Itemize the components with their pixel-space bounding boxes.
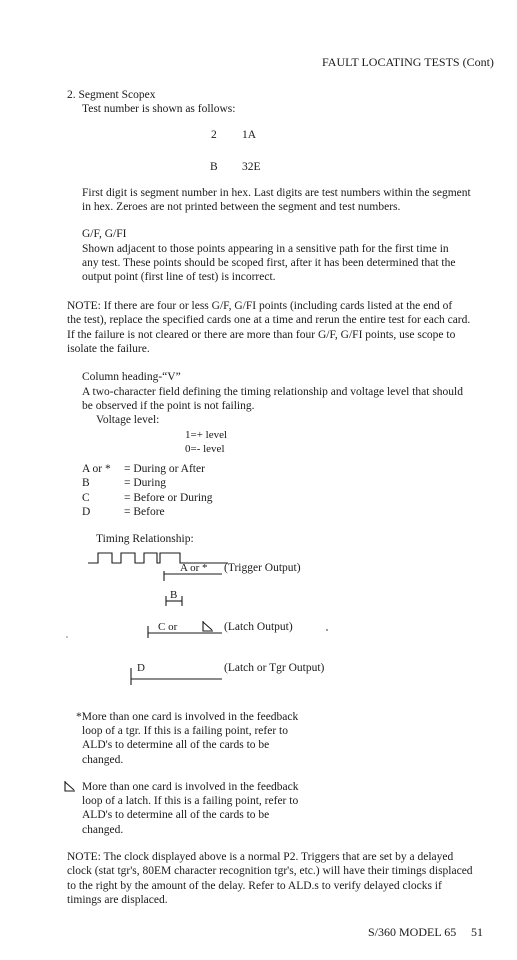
example-segment-1: 2 — [211, 129, 217, 141]
note1-line: isolate the failure. — [67, 343, 150, 355]
gf-line: output point (first line of test) is incorrect. — [82, 271, 276, 283]
footnote-star-line: *More than one card is involved in the feedback — [76, 711, 299, 723]
voltage-level: 1=+ level — [185, 429, 228, 441]
timing-title: Timing Relationship: — [96, 533, 194, 545]
code-d: D — [82, 506, 91, 518]
footnote-latch-line: changed. — [82, 824, 124, 836]
code-a: A or * — [82, 463, 111, 475]
note1-line: If the failure is not cleared or there are more than four G/F, G/FI points, use scope to — [67, 329, 456, 341]
code-d-meaning: = Before — [124, 506, 165, 518]
column-title: Column heading-“V” — [82, 371, 181, 383]
page-header: FAULT LOCATING TESTS (Cont) — [322, 55, 494, 69]
code-c: C — [82, 492, 90, 504]
footnote-star-line: ALD's to determine all of the cards to be — [82, 739, 270, 751]
timing-c-code: C or — [158, 621, 178, 633]
footnote-latch-line: ALD's to determine all of the cards to be — [82, 809, 270, 821]
section-intro: Test number is shown as follows: — [82, 103, 236, 115]
column-line: A two-character field defining the timing relationship and voltage level that should — [82, 386, 463, 398]
example-test-1: 1A — [242, 129, 257, 141]
footnote-latch-line: loop of a latch. If this is a failing point, refer to — [82, 795, 299, 807]
gf-line: Shown adjacent to those points appearing in a sensitive path for the first time in — [82, 243, 449, 255]
timing-a-text: (Trigger Output) — [224, 562, 301, 574]
note2-line: clock (stat tgr's, 80EM character recognition tgr's, etc.) will have their timings displaced — [67, 865, 473, 877]
footnote-latch-line: More than one card is involved in the feedback — [82, 781, 299, 793]
description-line: in hex. Zeroes are not printed between the segment and test numbers. — [82, 201, 401, 213]
note2-line: NOTE: The clock displayed above is a normal P2. Triggers that are set by a delayed — [67, 851, 454, 863]
note1-line: the test), replace the specified cards one at a time and rerun the entire test for each card. — [67, 314, 471, 326]
timing-c-text: (Latch Output) — [224, 621, 293, 633]
section-heading: 2. Segment Scopex — [67, 89, 156, 101]
code-b-meaning: = During — [124, 477, 166, 489]
footnote-star-line: changed. — [82, 754, 124, 766]
note1-line: NOTE: If there are four or less G/F, G/FI points (including cards listed at the end of — [67, 300, 453, 312]
gf-title: G/F, G/FI — [82, 228, 127, 240]
timing-d-code: D — [137, 662, 145, 674]
voltage-level: 0=- level — [185, 443, 225, 455]
example-test-2: 32E — [242, 161, 261, 173]
gf-line: any test. These points should be scoped first, after it has been determined that the — [82, 257, 456, 269]
footer-model: S/360 MODEL 65 — [368, 925, 457, 939]
note2-line: timings are displaced. — [67, 894, 168, 906]
note2-line: to the right by the amount of the delay. Refer to ALD.s to verify delayed clocks if — [67, 880, 442, 892]
footnote-star-line: loop of a tgr. If this is a failing point, refer to — [82, 725, 288, 737]
code-a-meaning: = During or After — [124, 463, 205, 475]
description-line: First digit is segment number in hex. Last digits are test numbers within the segment — [82, 187, 471, 199]
page-number: 51 — [471, 925, 483, 939]
example-segment-2: B — [210, 161, 218, 173]
code-c-meaning: = Before or During — [124, 492, 213, 504]
timing-a-code: A or * — [180, 562, 208, 574]
timing-b-code: B — [170, 589, 178, 601]
timing-d-text: (Latch or Tgr Output) — [224, 662, 325, 674]
code-b: B — [82, 477, 90, 489]
voltage-label: Voltage level: — [96, 414, 160, 426]
column-line: be observed if the point is not failing. — [82, 400, 255, 412]
